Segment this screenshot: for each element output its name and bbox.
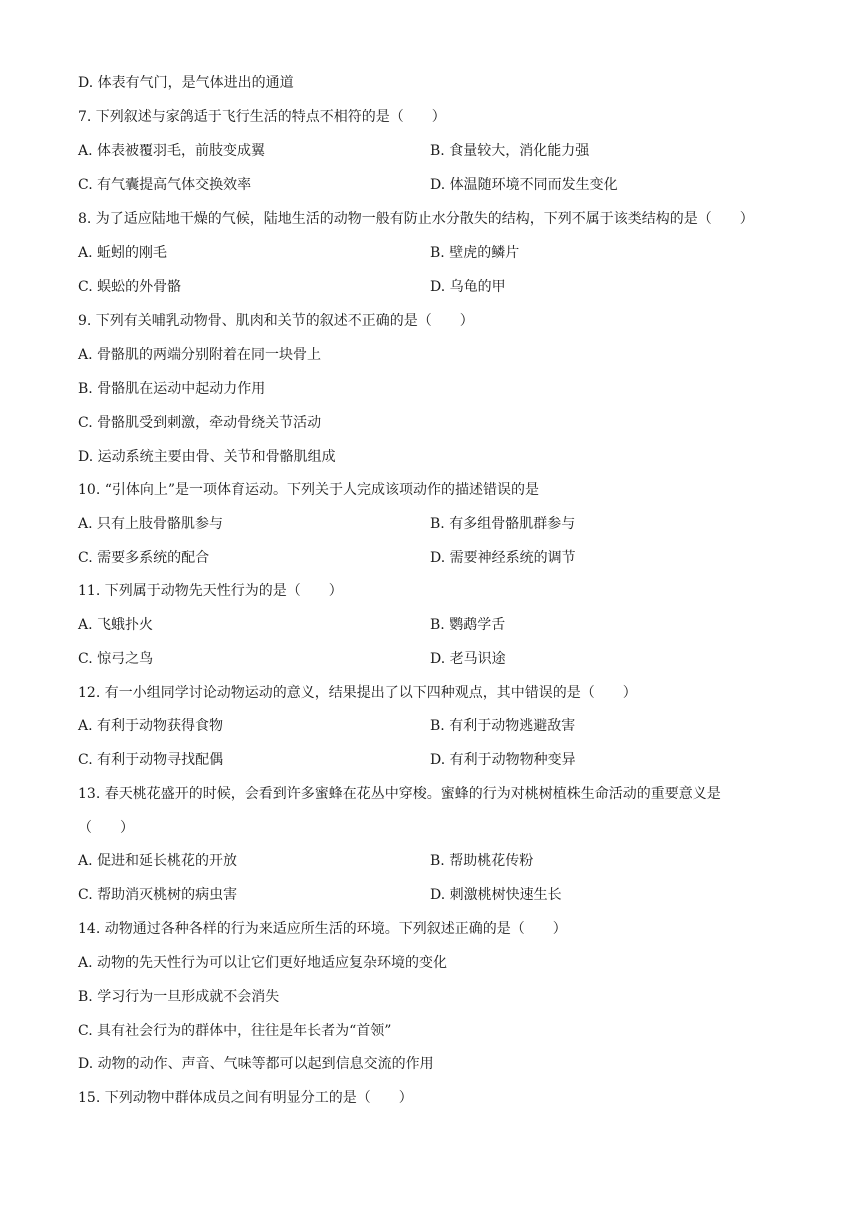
option-text: A. 体表被覆羽毛，前肢变成翼 bbox=[78, 143, 266, 159]
option-text: D. 运动系统主要由骨、关节和骨骼肌组成 bbox=[78, 449, 336, 465]
option-text: C. 有利于动物寻找配偶 bbox=[78, 752, 224, 768]
question-8: 8. 为了适应陆地干燥的气候，陆地生活的动物一般有防止水分散失的结构，下列不属于该类结构的是（ ） bbox=[78, 211, 754, 227]
option-text: A. 促进和延长桃花的开放 bbox=[78, 853, 238, 869]
option-text: C. 需要多系统的配合 bbox=[78, 550, 210, 566]
question-15: 15. 下列动物中群体成员之间有明显分工的是（ ） bbox=[78, 1090, 413, 1106]
question-14: 14. 动物通过各种各样的行为来适应所生活的环境。下列叙述正确的是（ ） bbox=[78, 921, 567, 937]
option-text: C. 蜈蚣的外骨骼 bbox=[78, 279, 182, 295]
option-text: D. 刺激桃树快速生长 bbox=[430, 887, 562, 903]
option-text: B. 壁虎的鳞片 bbox=[430, 245, 520, 261]
option-text: D. 体温随环境不同而发生变化 bbox=[430, 177, 618, 193]
option-text: C. 具有社会行为的群体中，往往是年长者为“首领” bbox=[78, 1023, 392, 1039]
option-text: A. 动物的先天性行为可以让它们更好地适应复杂环境的变化 bbox=[78, 955, 448, 971]
question-12: 12. 有一小组同学讨论动物运动的意义，结果提出了以下四种观点，其中错误的是（ ） bbox=[78, 685, 637, 701]
option-text: D. 老马识途 bbox=[430, 651, 506, 667]
option-text: B. 食量较大，消化能力强 bbox=[430, 143, 590, 159]
question-7: 7. 下列叙述与家鸽适于飞行生活的特点不相符的是（ ） bbox=[78, 109, 446, 125]
question-13: 13. 春天桃花盛开的时候，会看到许多蜜蜂在花丛中穿梭。蜜蜂的行为对桃树植株生命活动的重要意义是 bbox=[78, 786, 721, 802]
option-text: C. 惊弓之鸟 bbox=[78, 651, 154, 667]
option-text: B. 有利于动物逃避敌害 bbox=[430, 718, 576, 734]
option-text: A. 骨骼肌的两端分别附着在同一块骨上 bbox=[78, 347, 322, 363]
option-text: C. 有气囊提高气体交换效率 bbox=[78, 177, 252, 193]
option-text: B. 有多组骨骼肌群参与 bbox=[430, 516, 576, 532]
option-text: A. 有利于动物获得食物 bbox=[78, 718, 224, 734]
question-9: 9. 下列有关哺乳动物骨、肌肉和关节的叙述不正确的是（ ） bbox=[78, 313, 474, 329]
option-text: D. 需要神经系统的调节 bbox=[430, 550, 576, 566]
question-13-bracket: （ ） bbox=[78, 820, 134, 836]
question-10: 10. “引体向上”是一项体育运动。下列关于人完成该项动作的描述错误的是 bbox=[78, 482, 540, 498]
option-text: B. 骨骼肌在运动中起动力作用 bbox=[78, 381, 266, 397]
option-text: D. 体表有气门，是气体进出的通道 bbox=[78, 75, 294, 91]
option-text: C. 骨骼肌受到刺激，牵动骨绕关节活动 bbox=[78, 415, 322, 431]
option-text: D. 有利于动物物种变异 bbox=[430, 752, 576, 768]
question-11: 11. 下列属于动物先天性行为的是（ ） bbox=[78, 583, 343, 599]
option-text: C. 帮助消灭桃树的病虫害 bbox=[78, 887, 238, 903]
option-text: B. 鹦鹉学舌 bbox=[430, 617, 506, 633]
option-text: D. 动物的动作、声音、气味等都可以起到信息交流的作用 bbox=[78, 1056, 434, 1072]
option-text: A. 蚯蚓的刚毛 bbox=[78, 245, 168, 261]
option-text: A. 只有上肢骨骼肌参与 bbox=[78, 516, 224, 532]
option-text: A. 飞蛾扑火 bbox=[78, 617, 154, 633]
option-text: B. 学习行为一旦形成就不会消失 bbox=[78, 989, 280, 1005]
option-text: B. 帮助桃花传粉 bbox=[430, 853, 534, 869]
option-text: D. 乌龟的甲 bbox=[430, 279, 506, 295]
